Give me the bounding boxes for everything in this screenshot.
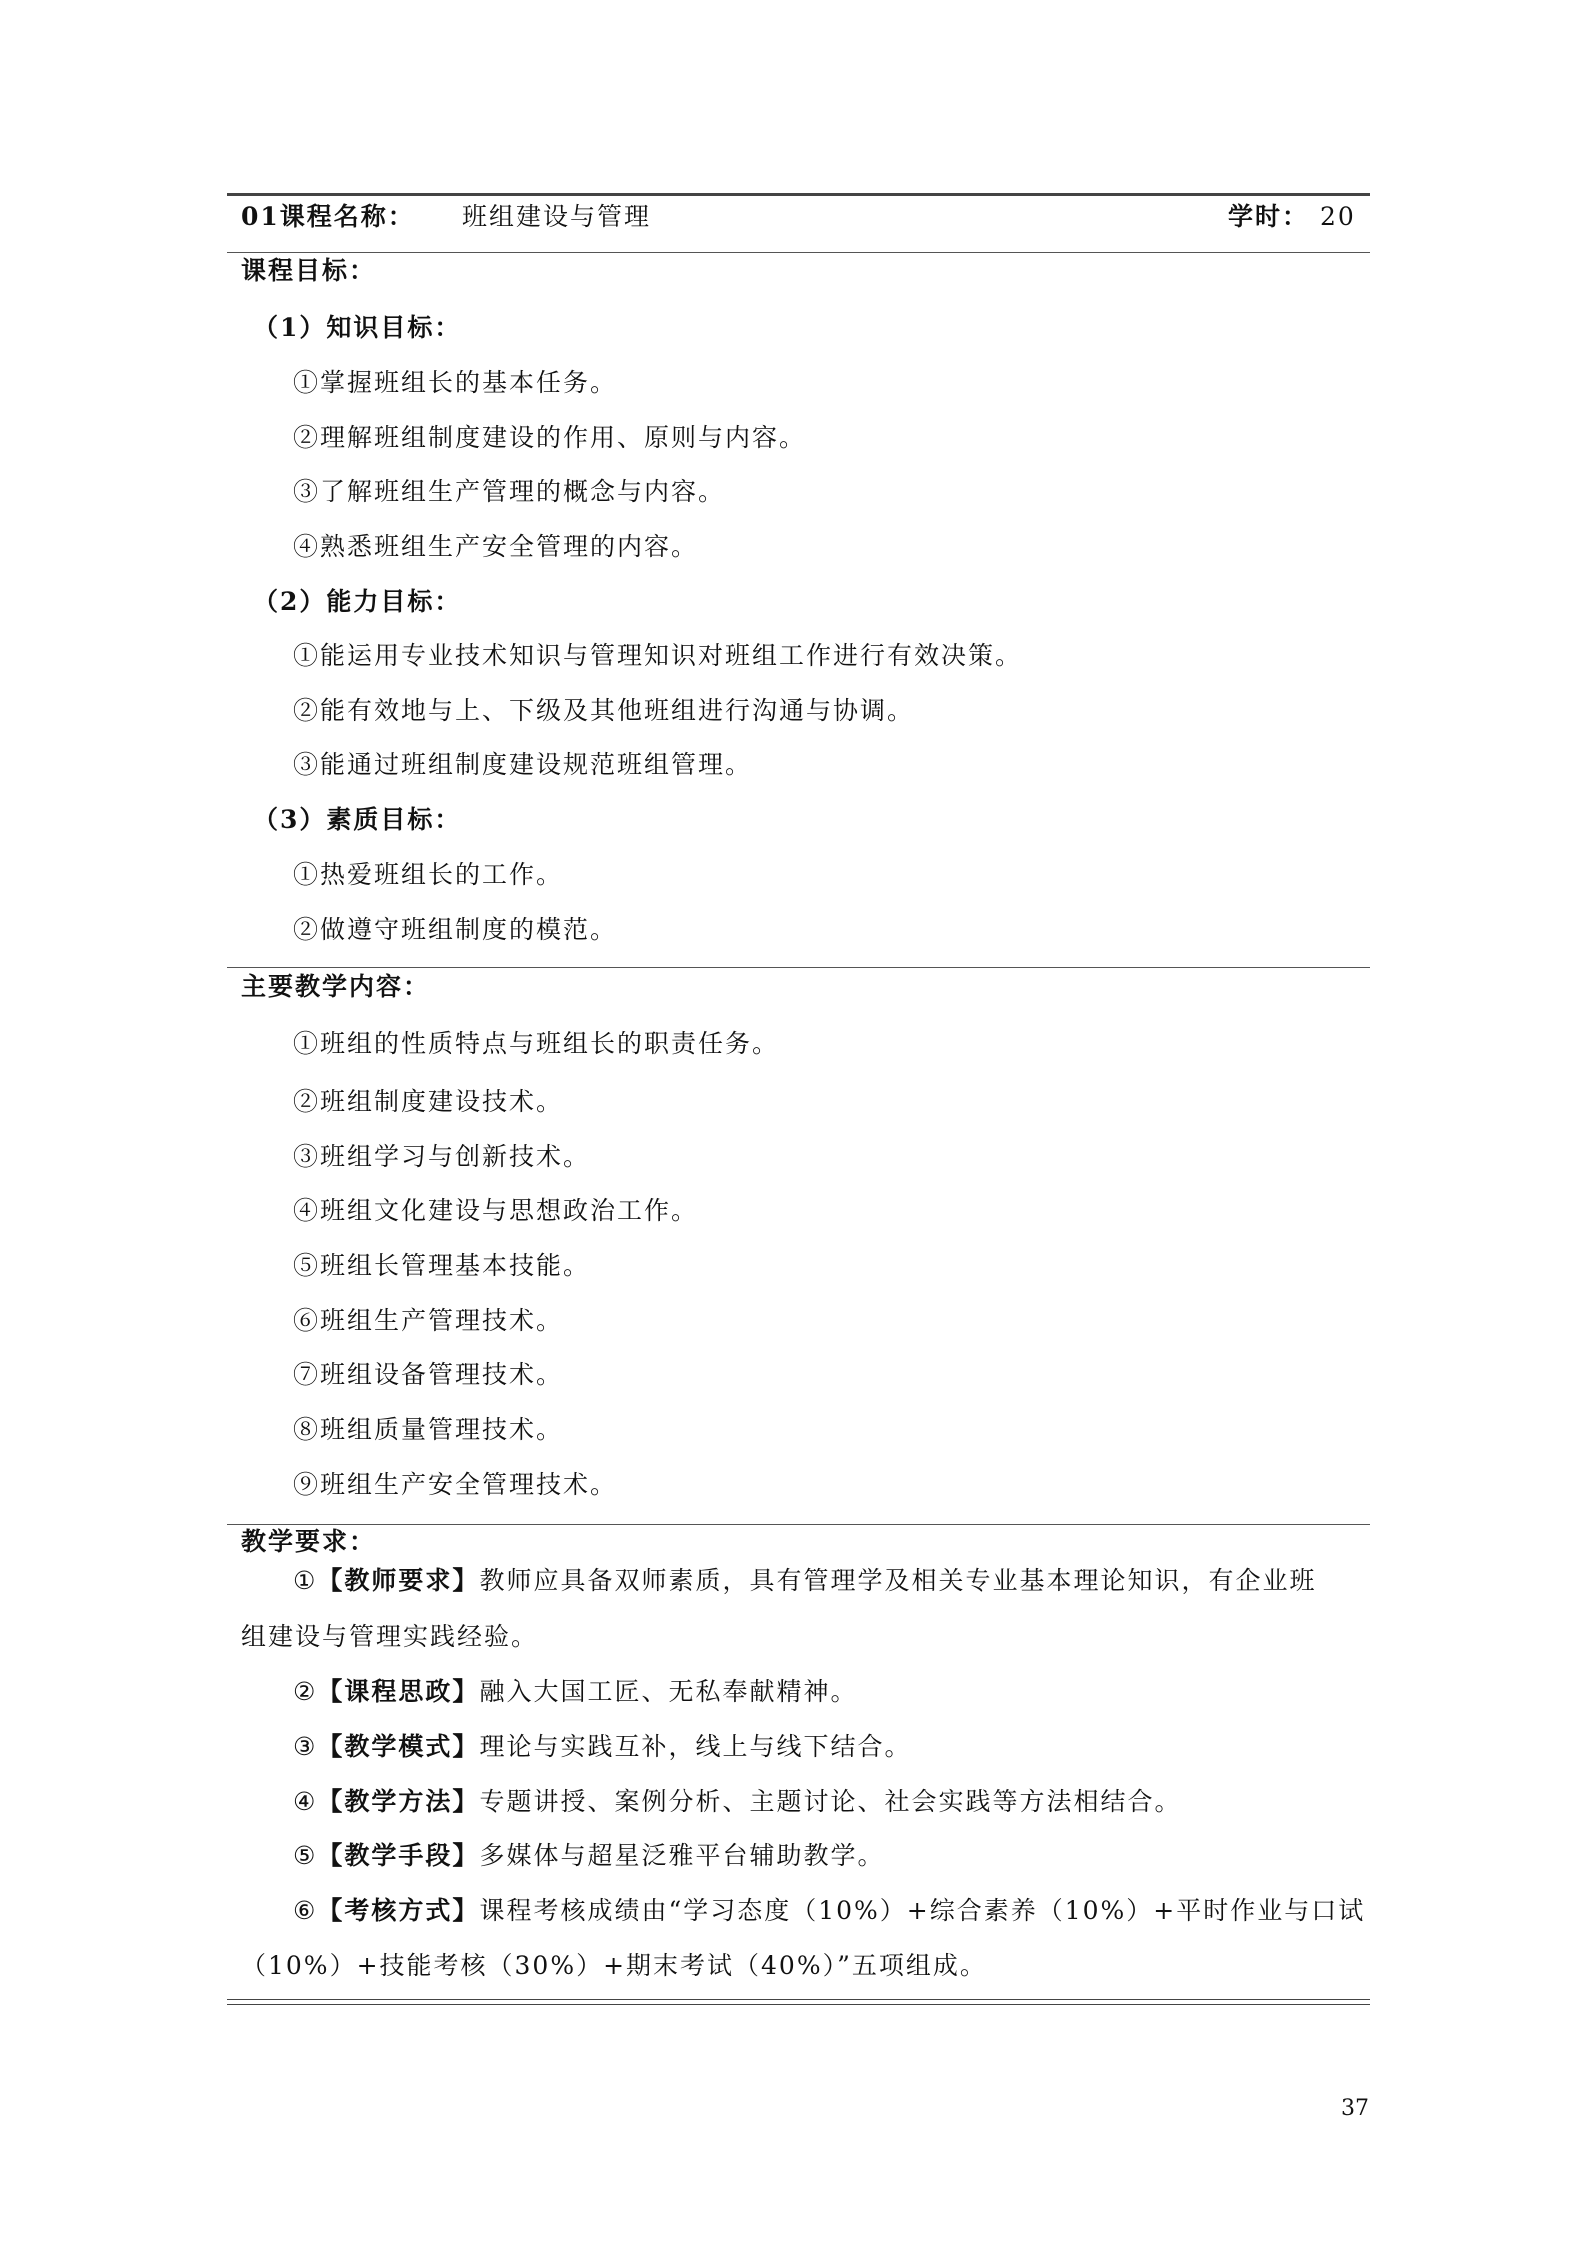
list-item: ②能有效地与上、下级及其他班组进行沟通与协调。 [293, 696, 915, 725]
requirement-tag: 【教学手段】 [317, 1841, 480, 1870]
list-item: ⑦班组设备管理技术。 [293, 1360, 564, 1389]
requirement-continuation: 组建设与管理实践经验。 [241, 1622, 539, 1651]
list-item: ②理解班组制度建设的作用、原则与内容。 [293, 423, 807, 452]
header-divider [227, 252, 1370, 253]
top-rule [227, 193, 1370, 196]
section-divider [227, 967, 1370, 968]
item-marker: ⑥ [293, 1896, 318, 1925]
course-name-value: 班组建设与管理 [462, 202, 652, 231]
list-item: ①班组的性质特点与班组长的职责任务。 [293, 1029, 780, 1058]
requirement-text: 多媒体与超星泛雅平台辅助教学。 [479, 1841, 885, 1870]
item-marker: ④ [293, 1787, 318, 1816]
requirement-text: 课程考核成绩由“学习态度（10%）+综合素养（10%）+平时作业与口试 [479, 1896, 1366, 1925]
list-item: ⑧班组质量管理技术。 [293, 1415, 564, 1444]
requirement-item [293, 1675, 857, 1709]
requirement-item [293, 1839, 884, 1873]
list-item: ⑥班组生产管理技术。 [293, 1306, 564, 1335]
requirement-item [293, 1564, 1316, 1598]
requirement-item [293, 1894, 1365, 1928]
bottom-rule [227, 1999, 1370, 2005]
quality-objectives-heading: （3）素质目标： [253, 805, 462, 834]
list-item: ⑨班组生产安全管理技术。 [293, 1470, 618, 1499]
content-title: 主要教学内容： [241, 972, 431, 1001]
item-marker: ③ [293, 1732, 318, 1761]
requirement-continuation: （10%）+技能考核（30%）+期末考试（40%）”五项组成。 [241, 1951, 987, 1980]
requirement-tag: 【教学模式】 [317, 1732, 480, 1761]
requirements-title: 教学要求： [241, 1527, 377, 1556]
requirement-text: 理论与实践互补，线上与线下结合。 [479, 1732, 912, 1761]
requirement-text: 教师应具备双师素质，具有管理学及相关专业基本理论知识，有企业班 [479, 1566, 1317, 1595]
knowledge-objectives-heading: （1）知识目标： [253, 313, 462, 342]
course-name-label: 01课程名称： [241, 202, 415, 231]
list-item: ①掌握班组长的基本任务。 [293, 368, 618, 397]
item-marker: ⑤ [293, 1841, 318, 1870]
requirement-text: 融入大国工匠、无私奉献精神。 [479, 1677, 858, 1706]
list-item: ④班组文化建设与思想政治工作。 [293, 1196, 699, 1225]
hours-value: 20 [1320, 202, 1356, 231]
page-number: 37 [1341, 2096, 1369, 2121]
list-item: ②班组制度建设技术。 [293, 1087, 564, 1116]
item-marker: ① [293, 1566, 318, 1595]
requirement-tag: 【教师要求】 [317, 1566, 480, 1595]
list-item: ③班组学习与创新技术。 [293, 1142, 591, 1171]
requirement-item [293, 1785, 1181, 1819]
section-divider [227, 1524, 1370, 1525]
ability-objectives-heading: （2）能力目标： [253, 587, 462, 616]
list-item: ⑤班组长管理基本技能。 [293, 1251, 591, 1280]
requirement-tag: 【考核方式】 [317, 1896, 480, 1925]
objectives-title: 课程目标： [241, 256, 377, 285]
list-item: ①能运用专业技术知识与管理知识对班组工作进行有效决策。 [293, 641, 1023, 670]
requirement-text: 专题讲授、案例分析、主题讨论、社会实践等方法相结合。 [479, 1787, 1182, 1816]
requirement-item [293, 1730, 911, 1764]
item-marker: ② [293, 1677, 318, 1706]
list-item: ②做遵守班组制度的模范。 [293, 915, 618, 944]
list-item: ④熟悉班组生产安全管理的内容。 [293, 532, 699, 561]
hours-label: 学时： [1228, 202, 1310, 231]
requirement-tag: 【教学方法】 [317, 1787, 480, 1816]
requirement-tag: 【课程思政】 [317, 1677, 480, 1706]
list-item: ③能通过班组制度建设规范班组管理。 [293, 750, 753, 779]
list-item: ③了解班组生产管理的概念与内容。 [293, 477, 726, 506]
list-item: ①热爱班组长的工作。 [293, 860, 564, 889]
